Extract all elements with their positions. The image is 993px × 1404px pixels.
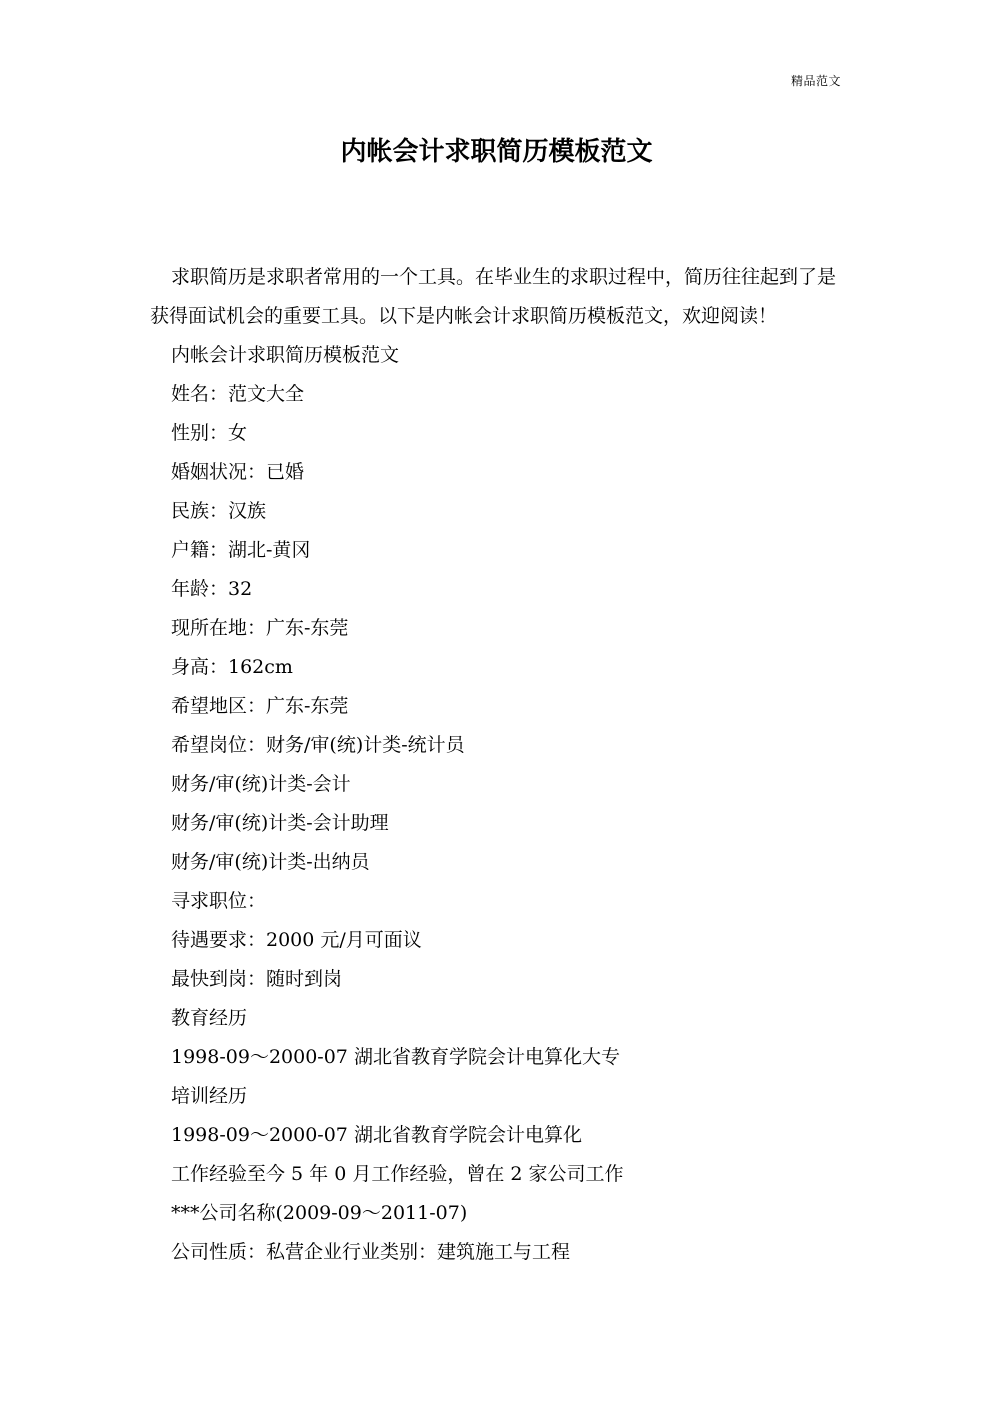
resume-line: 希望岗位：财务/审(统)计类-统计员	[171, 734, 465, 756]
intro-paragraph: 求职简历是求职者常用的一个工具。在毕业生的求职过程中，简历往往起到了是获得面试机会的重要工具。以下是内帐会计求职简历模板范文，欢迎阅读！	[150, 266, 837, 327]
resume-line: 身高：162cm	[171, 656, 293, 678]
resume-line: 性别：女	[171, 422, 248, 444]
resume-line: 年龄：32	[171, 578, 253, 600]
resume-line: 户籍：湖北-黄冈	[171, 539, 311, 561]
resume-line: 民族：汉族	[171, 500, 267, 522]
resume-line: 寻求职位：	[171, 890, 267, 912]
resume-line: ***公司名称(2009-09～2011-07)	[171, 1202, 468, 1224]
resume-line: 财务/审(统)计类-会计助理	[171, 812, 389, 834]
header-mark: 精品范文	[790, 74, 841, 88]
resume-line: 财务/审(统)计类-会计	[171, 773, 351, 795]
resume-line: 希望地区：广东-东莞	[171, 695, 349, 717]
resume-line: 内帐会计求职简历模板范文	[171, 344, 400, 366]
resume-line: 婚姻状况：已婚	[171, 461, 305, 483]
page-title: 内帐会计求职简历模板范文	[340, 137, 653, 167]
resume-line: 培训经历	[171, 1085, 248, 1107]
resume-line: 1998-09～2000-07 湖北省教育学院会计电算化	[171, 1124, 582, 1146]
resume-line: 现所在地：广东-东莞	[171, 617, 349, 639]
resume-line: 姓名：范文大全	[171, 383, 305, 405]
resume-line: 最快到岗：随时到岗	[171, 968, 343, 990]
resume-line: 教育经历	[171, 1007, 248, 1029]
resume-line: 1998-09～2000-07 湖北省教育学院会计电算化大专	[171, 1046, 620, 1068]
resume-line: 待遇要求：2000 元/月可面议	[171, 929, 422, 951]
resume-line: 工作经验至今 5 年 0 月工作经验，曾在 2 家公司工作	[171, 1163, 624, 1185]
resume-line: 公司性质：私营企业行业类别：建筑施工与工程	[171, 1241, 571, 1263]
resume-line: 财务/审(统)计类-出纳员	[171, 851, 370, 873]
resume-lines	[171, 336, 851, 1272]
